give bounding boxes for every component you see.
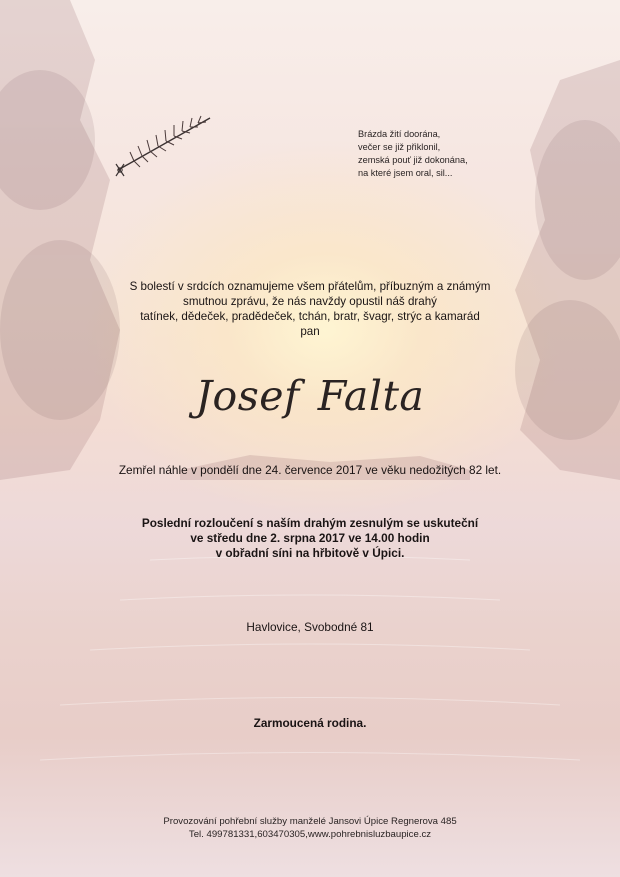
poem-line: večer se již přiklonil, — [358, 142, 441, 152]
poem-line: zemská pouť již dokonána, — [358, 155, 468, 165]
mourners-signature: Zarmoucená rodina. — [253, 716, 367, 730]
first-name: Josef — [195, 372, 300, 420]
family-address: Havlovice, Svobodné 81 — [246, 620, 374, 634]
announcement-line: tatínek, dědeček, pradědeček, tchán, bratr, švagr, strýc a kamarád — [140, 310, 480, 323]
announcement-line: S bolestí v srdcích oznamujeme všem přátelům, příbuzným a známým — [129, 280, 491, 293]
deceased-name — [0, 372, 620, 420]
poem-line: Brázda žití doorána, — [358, 129, 441, 139]
death-notice: Zemřel náhle v pondělí dne 24. července 2017 ve věku nedožitých 82 let. — [118, 463, 502, 477]
last-name: Falta — [317, 372, 425, 420]
poem-block — [358, 128, 468, 180]
funeral-info — [0, 516, 620, 561]
announcement-line: pan — [300, 325, 320, 338]
announcement-block — [0, 279, 620, 339]
footer-line: Provozování pohřební služby manželé Jansovi Úpice Regnerova 485 — [163, 816, 457, 827]
feather-quill-icon — [110, 112, 222, 182]
poem-line: na které jsem oral, sil... — [358, 168, 453, 178]
footer-line: Tel. 499781331,603470305,www.pohrebnisluzbaupice.cz — [188, 829, 432, 840]
funeral-service-footer — [0, 815, 620, 841]
announcement-line: smutnou zprávu, že nás navždy opustil náš drahý — [183, 295, 437, 308]
funeral-line: v obřadní síni na hřbitově v Úpici. — [215, 546, 405, 560]
funeral-line: ve středu dne 2. srpna 2017 ve 14.00 hodin — [190, 531, 430, 545]
funeral-line: Poslední rozloučení s naším drahým zesnulým se uskuteční — [141, 516, 479, 530]
